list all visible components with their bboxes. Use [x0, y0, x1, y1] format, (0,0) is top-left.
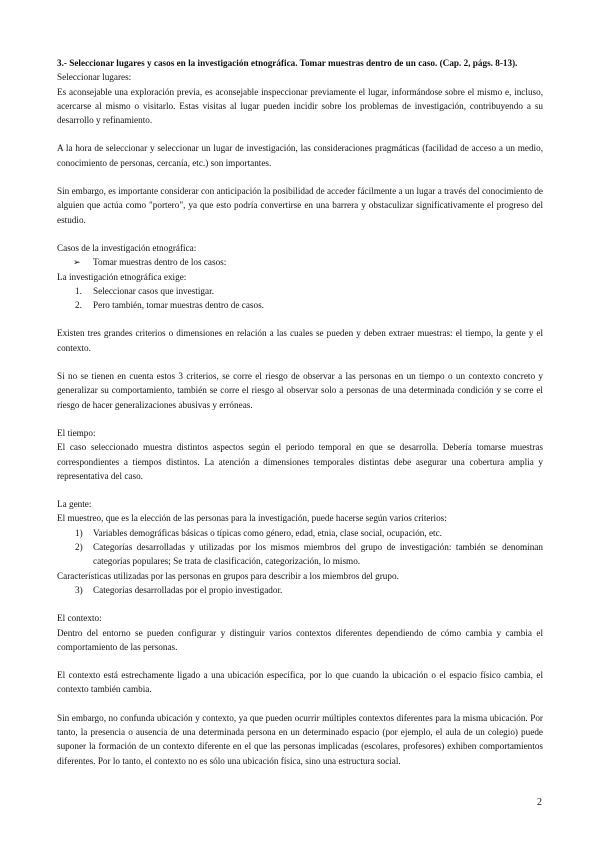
- list-item-text: Variables demográficas básicas o típicas como género, edad, etnia, clase social, ocupación, etc.: [93, 527, 442, 538]
- list-item-text: Tomar muestras dentro de los casos:: [93, 257, 227, 268]
- list-item: [57, 298, 543, 312]
- list-marker: 3): [75, 584, 83, 595]
- page-number: 2: [537, 797, 542, 808]
- select-places-paragraph-1: Es aconsejable una exploración previa, es aconsejable inspeccionar previamente el lugar, informándose sobre el mismo e, incluso, acercarse al mismo o visitarlo. Estas visitas al lugar pueden incidir sobre los problemas de investigación, contribuyendo a su desarrollo y refinamiento.: [57, 86, 543, 126]
- list-item-text: Pero también, tomar muestras dentro de casos.: [93, 300, 264, 311]
- list-item: [57, 284, 543, 298]
- time-label: El tiempo:: [57, 427, 96, 438]
- list-marker: 1.: [75, 285, 82, 296]
- context-paragraph-3: Sin embargo, no confunda ubicación y contexto, ya que pueden ocurrir múltiples contextos diferentes para la misma ubicación. Por tanto, la presencia o ausencia de una determinada persona en un determinado espacio (por ejemplo, el aula de un colegio) puede suponer la formación de un contexto diferente en el que las personas implicadas (escolares, profesores) exhiben comportamientos diferentes. Por lo tanto, el contexto no es sólo una ubicación física, sino una estructura social.: [57, 712, 543, 766]
- select-places-label: Seleccionar lugares:: [57, 72, 132, 83]
- list-item-text: Categorías desarrolladas por el propio investigador.: [93, 584, 283, 595]
- time-paragraph-1: El caso seleccionado muestra distintos aspectos según el periodo temporal en que se desarrolla. Debería tomarse muestras correspondientes a tiempos distintos. La atención a dimensiones temporales distintas debe asegurar una cobertura amplia y representativa del caso.: [57, 442, 543, 481]
- document-page: [57, 56, 543, 768]
- people-paragraph-1: El muestreo, que es la elección de las personas para la investigación, puede hacerse según varios criterios:: [57, 513, 447, 524]
- cases-paragraph-2: Si no se tienen en cuenta estos 3 criterios, se corre el riesgo de observar a las personas en un tiempo o un contexto concreto y generalizar su comportamiento, también se corre el riesgo al observar solo a personas de una determinada condición y se corre el riesgo de hacer generalizaciones abusivas y erróneas.: [57, 371, 543, 410]
- context-paragraph-1: Dentro del entorno se pueden configurar y distinguir varios contextos diferentes dependiendo de cómo cambia y cambia el comportamiento de las personas.: [57, 627, 543, 652]
- context-paragraph-2: El contexto está estrechamente ligado a una ubicación específica, por lo que cuando la ubicación o el espacio físico cambia, el contexto también cambia.: [57, 670, 543, 695]
- list-marker: 2): [75, 542, 83, 553]
- list-marker: 2.: [75, 300, 82, 311]
- people-list: [57, 526, 543, 569]
- list-item: [57, 526, 543, 540]
- cases-label: Casos de la investigación etnográfica:: [57, 242, 197, 253]
- arrow-bullet-icon: ➢: [73, 257, 81, 268]
- select-places-paragraph-3: Sin embargo, es importante considerar con anticipación la posibilidad de acceder fácilmente a un lugar a través del conocimiento de alguien que actúa como "portero", ya que esto podría convertirse en una barrera y obstaculizar significativamente el progreso del estudio.: [57, 186, 543, 225]
- cases-arrow-list: [57, 255, 543, 269]
- section-title: 3.- Seleccionar lugares y casos en la investigación etnográfica. Tomar muestras dentro de un caso. (Cap. 2, págs. 8-13).: [57, 58, 518, 68]
- context-label: El contexto:: [57, 613, 102, 624]
- list-item-text: Categorías desarrolladas y utilizadas por los mismos miembros del grupo de investigación: también se denominan categorías populares; Se trata de clasificación, categorización, lo mismo.: [93, 542, 543, 567]
- list-marker: 1): [75, 527, 83, 538]
- list-item-text: Seleccionar casos que investigar.: [93, 285, 214, 296]
- list-item: [57, 540, 543, 569]
- people-list-2: [57, 583, 543, 597]
- select-places-paragraph-2: A la hora de seleccionar y seleccionar un lugar de investigación, las consideraciones pragmáticas (facilidad de acceso a un medio, conocimiento de personas, cercanía, etc.) son importantes.: [57, 143, 543, 168]
- people-note: Características utilizadas por las personas en grupos para describir a los miembros del grupo.: [57, 570, 399, 581]
- list-item: [57, 583, 543, 597]
- cases-requires: La investigación etnográfica exige:: [57, 271, 187, 282]
- people-label: La gente:: [57, 499, 92, 510]
- cases-paragraph-1: Existen tres grandes criterios o dimensiones en relación a las cuales se pueden y deben extraer muestras: el tiempo, la gente y el contexto.: [57, 328, 543, 353]
- list-item: [57, 255, 543, 269]
- cases-numbered-list: [57, 284, 543, 313]
